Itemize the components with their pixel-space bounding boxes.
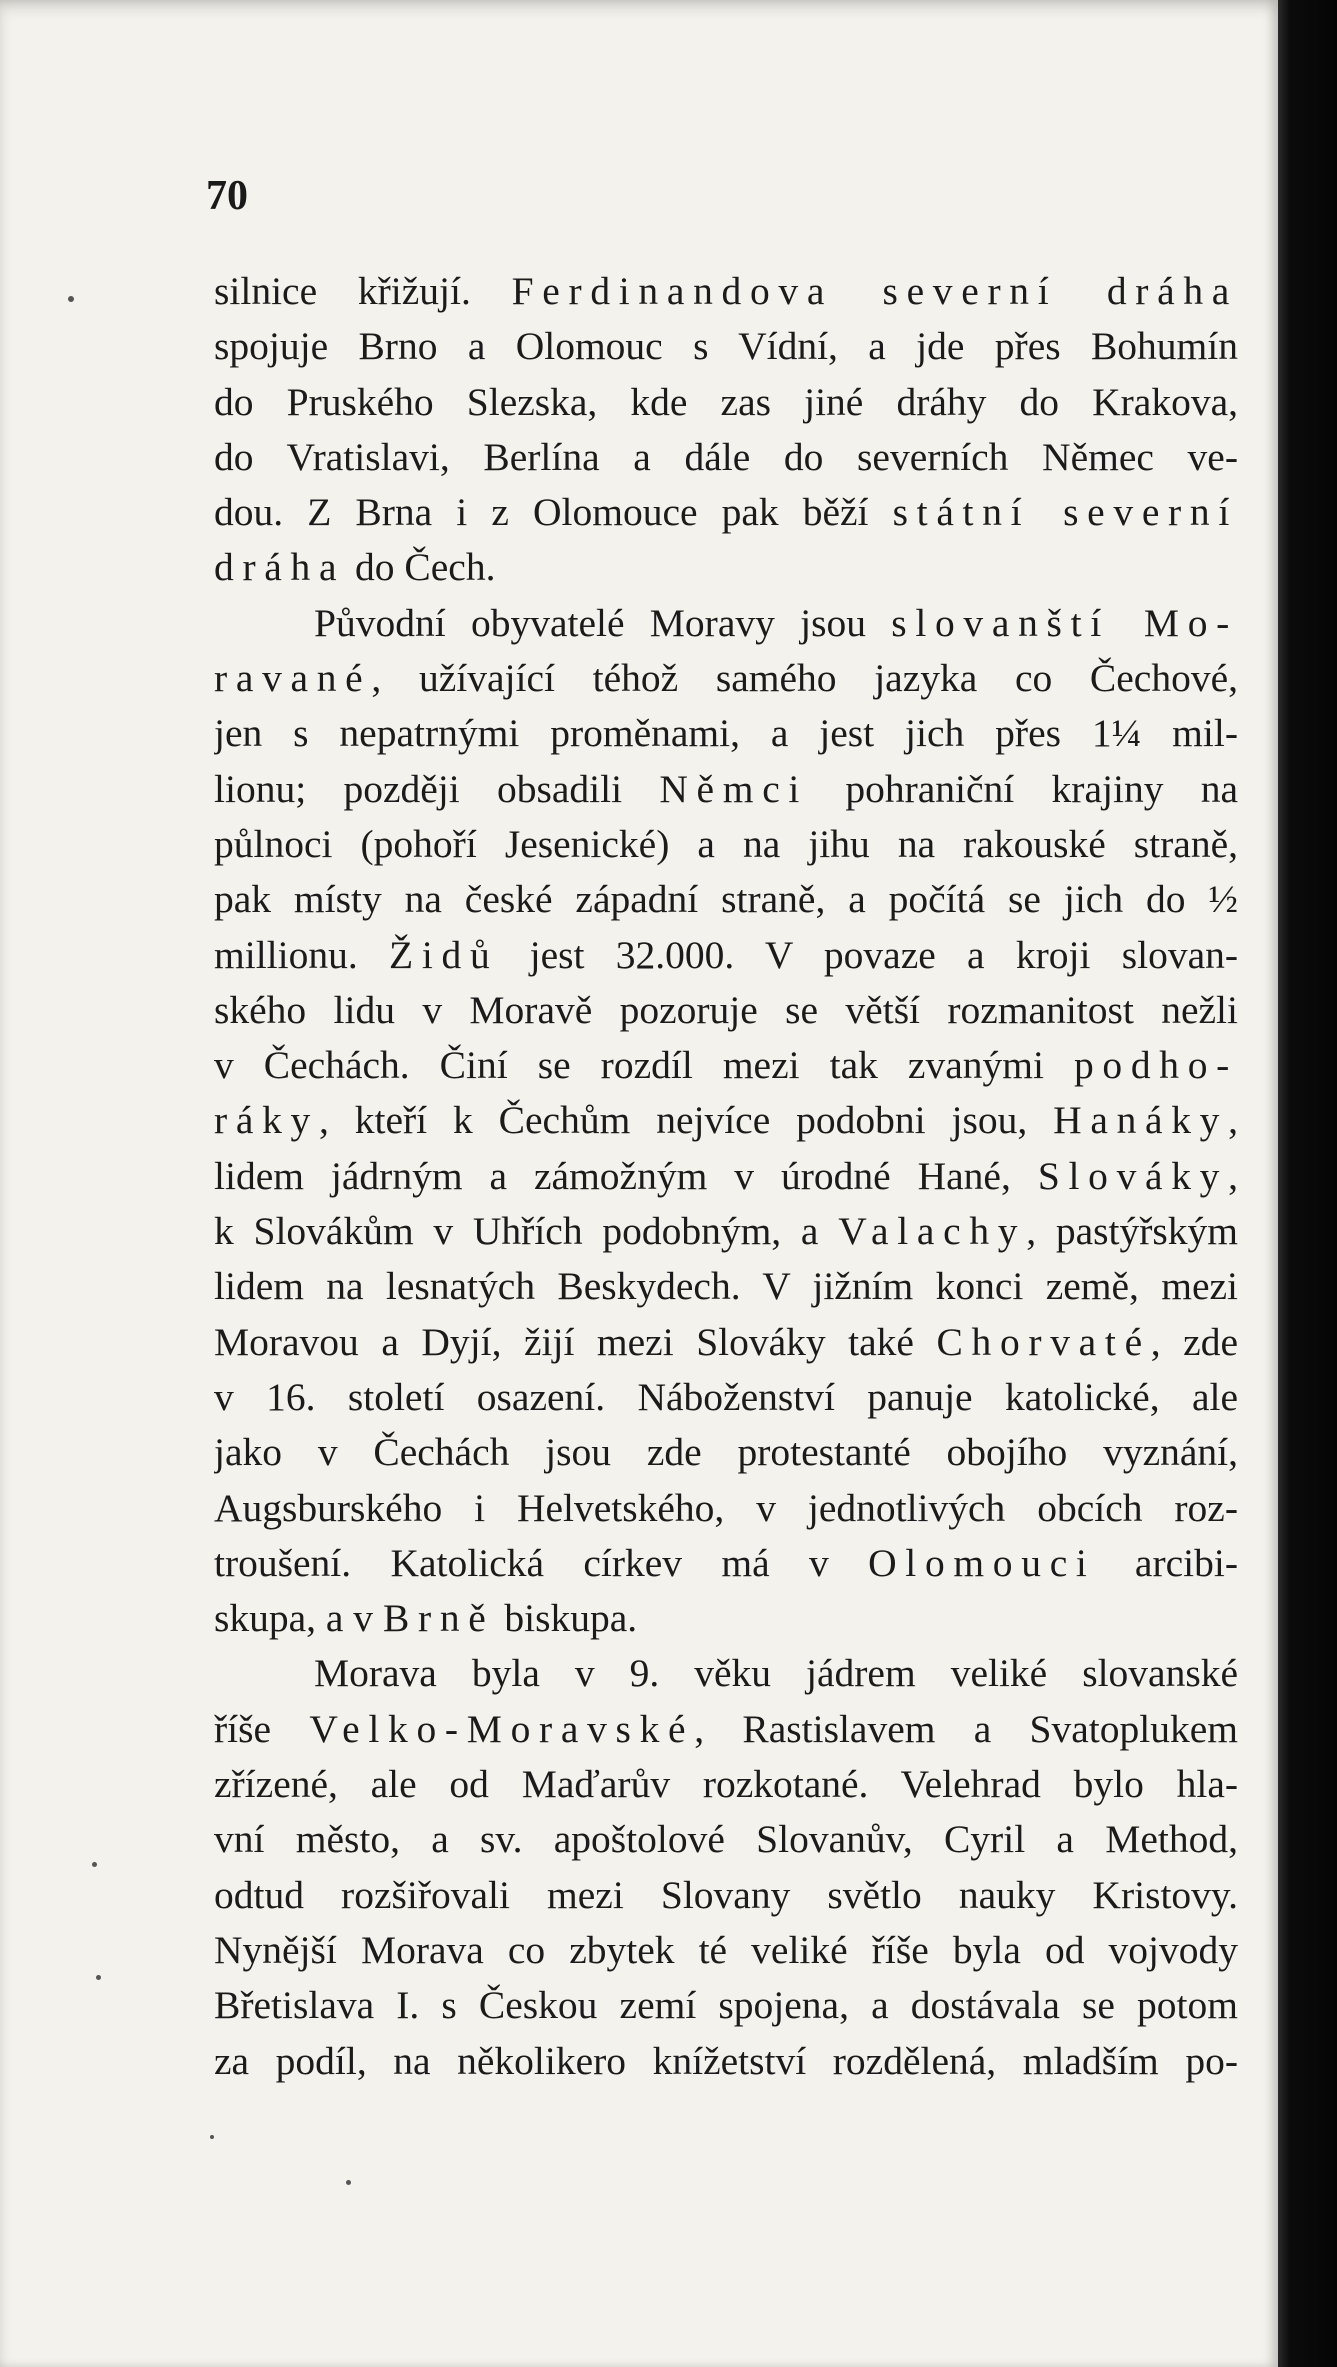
text-run: zřízené, ale od Maďarův rozkotané. Velehrad bylo hla- (214, 1762, 1238, 1807)
dust-speck (210, 2135, 214, 2139)
text-line (214, 1204, 1238, 1259)
text-line (214, 430, 1238, 485)
spaced-emphasis: Židů (389, 932, 499, 977)
text-run: vní město, a sv. apoštolové Slovanův, Cyril a Method, (214, 1817, 1238, 1862)
text-run: Augsburského i Helvetského, v jednotlivých obcích roz- (214, 1485, 1238, 1530)
text-line (214, 1259, 1238, 1314)
text-line (214, 1038, 1238, 1093)
spaced-emphasis: Chorvaté (936, 1319, 1151, 1364)
text-line (214, 540, 1238, 595)
text-run: spojuje Brno a Olomouc s Vídní, a jde přes Bohumín (214, 324, 1238, 369)
text-line (214, 1536, 1238, 1591)
text-line (214, 1923, 1238, 1978)
text-run: arcibi- (1095, 1540, 1238, 1585)
spaced-emphasis: slovanští Mo- (891, 600, 1238, 645)
text-run: do Vratislavi, Berlína a dále do severních Němec ve- (214, 434, 1238, 479)
text-run: pohraniční krajiny na (808, 766, 1238, 811)
text-run: dou. Z Brna i z Olomouce pak běží (214, 490, 893, 535)
spaced-emphasis: Brně (382, 1596, 495, 1641)
dust-speck (346, 2180, 351, 2185)
text-line (214, 1370, 1238, 1425)
text-line (214, 1978, 1238, 2033)
text-line (214, 1757, 1238, 1812)
text-run: pak místy na české západní straně, a počítá se jich do ½ (214, 877, 1238, 922)
spaced-emphasis: Slováky (1037, 1153, 1229, 1198)
text-run: lionu; později obsadili (214, 766, 660, 811)
spaced-emphasis: ráky (214, 1098, 319, 1143)
text-run: , užívající téhož samého jazyka co Čechové, (371, 656, 1238, 701)
text-run: říše (214, 1706, 310, 1751)
text-run: Břetislava I. s Českou zemí spojena, a dostávala se potom (214, 1983, 1238, 2028)
text-line (214, 1481, 1238, 1536)
text-run: , kteří k Čechům nejvíce podobni jsou, (318, 1098, 1054, 1143)
text-run: troušení. Katolická církev má v (214, 1540, 869, 1585)
text-run: Původní obyvatelé Moravy jsou (314, 600, 892, 645)
text-run: millionu. (214, 932, 390, 977)
text-run: v Čechách. Činí se rozdíl mezi tak zvanými (214, 1043, 1074, 1088)
text-run: lidem jádrným a zámožným v úrodné Hané, (214, 1153, 1038, 1198)
text-run: , pastýřským (1026, 1209, 1238, 1254)
text-run: biskupa. (494, 1596, 638, 1641)
text-run: do Čech. (345, 545, 496, 590)
text-run: za podíl, na několikero knížetství rozdělená, mladším po- (214, 2038, 1238, 2083)
text-run: skupa, a v (214, 1596, 383, 1641)
text-line (214, 983, 1238, 1038)
text-run: silnice křižují. (214, 269, 512, 313)
spaced-emphasis: Němci (659, 766, 809, 811)
text-line (214, 1149, 1238, 1204)
text-line (214, 319, 1238, 374)
text-run: , Rastislavem a Svatoplukem (694, 1706, 1238, 1751)
text-line (214, 596, 1238, 651)
text-line (214, 1646, 1238, 1701)
text-line (214, 817, 1238, 872)
page-number: 70 (206, 173, 248, 219)
text-run: jest 32.000. V povaze a kroji slovan- (498, 932, 1238, 977)
dust-speck (68, 296, 74, 302)
spaced-emphasis: státní severní (892, 490, 1238, 535)
text-run: půlnoci (pohoří Jesenické) a na jihu na rakouské straně, (214, 821, 1238, 866)
text-run: v 16. století osazení. Náboženství panuje katolické, ale (214, 1374, 1238, 1419)
text-run: do Pruského Slezska, kde zas jiné dráhy do Krakova, (214, 379, 1238, 424)
text-line (214, 375, 1238, 430)
text-run: , (1228, 1153, 1238, 1198)
text-line (214, 2034, 1238, 2089)
text-line (214, 264, 1238, 319)
spaced-emphasis: Valachy (838, 1209, 1027, 1254)
text-line (214, 1868, 1238, 1923)
text-run: Moravou a Dyjí, žijí mezi Slováky také (214, 1319, 937, 1364)
spaced-emphasis: ravané (214, 656, 372, 701)
text-line (214, 1591, 1238, 1646)
text-run: Morava byla v 9. věku jádrem veliké slovanské (314, 1651, 1238, 1696)
text-line (214, 485, 1238, 540)
text-run: ského lidu v Moravě pozoruje se větší rozmanitost nežli (214, 987, 1238, 1032)
text-line (214, 1093, 1238, 1148)
text-line (214, 928, 1238, 983)
dust-speck (92, 1862, 97, 1867)
spaced-emphasis: Ferdinandova severní dráha (511, 269, 1238, 313)
text-run: , (1228, 1098, 1238, 1143)
text-run: Nynější Morava co zbytek té veliké říše byla od vojvody (214, 1927, 1238, 1972)
text-run: k Slovákům v Uhřích podobným, a (214, 1209, 839, 1254)
text-run: odtud rozšiřovali mezi Slovany světlo nauky Kristovy. (214, 1872, 1238, 1917)
text-line (214, 706, 1238, 761)
text-line (214, 1315, 1238, 1370)
text-run: jako v Čechách jsou zde protestanté obojího vyznání, (214, 1430, 1238, 1475)
text-run: jen s nepatrnými proměnami, a jest jich přes 1¼ mil- (214, 711, 1238, 756)
text-line (214, 1425, 1238, 1480)
text-line (214, 1702, 1238, 1757)
scan-edge (1278, 0, 1337, 2367)
text-line (214, 1812, 1238, 1867)
spaced-emphasis: Velko-Moravské (309, 1706, 695, 1751)
spaced-emphasis: Hanáky (1053, 1098, 1229, 1143)
text-line (214, 651, 1238, 706)
body-text (214, 264, 1238, 2089)
dust-speck (96, 1975, 101, 1980)
spaced-emphasis: Olomouci (868, 1540, 1096, 1585)
spaced-emphasis: podho- (1073, 1043, 1238, 1088)
text-line (214, 762, 1238, 817)
text-run: , zde (1150, 1319, 1238, 1364)
text-line (214, 872, 1238, 927)
text-run: lidem na lesnatých Beskydech. V jižním konci země, mezi (214, 1264, 1238, 1309)
spaced-emphasis: dráha (214, 545, 346, 590)
